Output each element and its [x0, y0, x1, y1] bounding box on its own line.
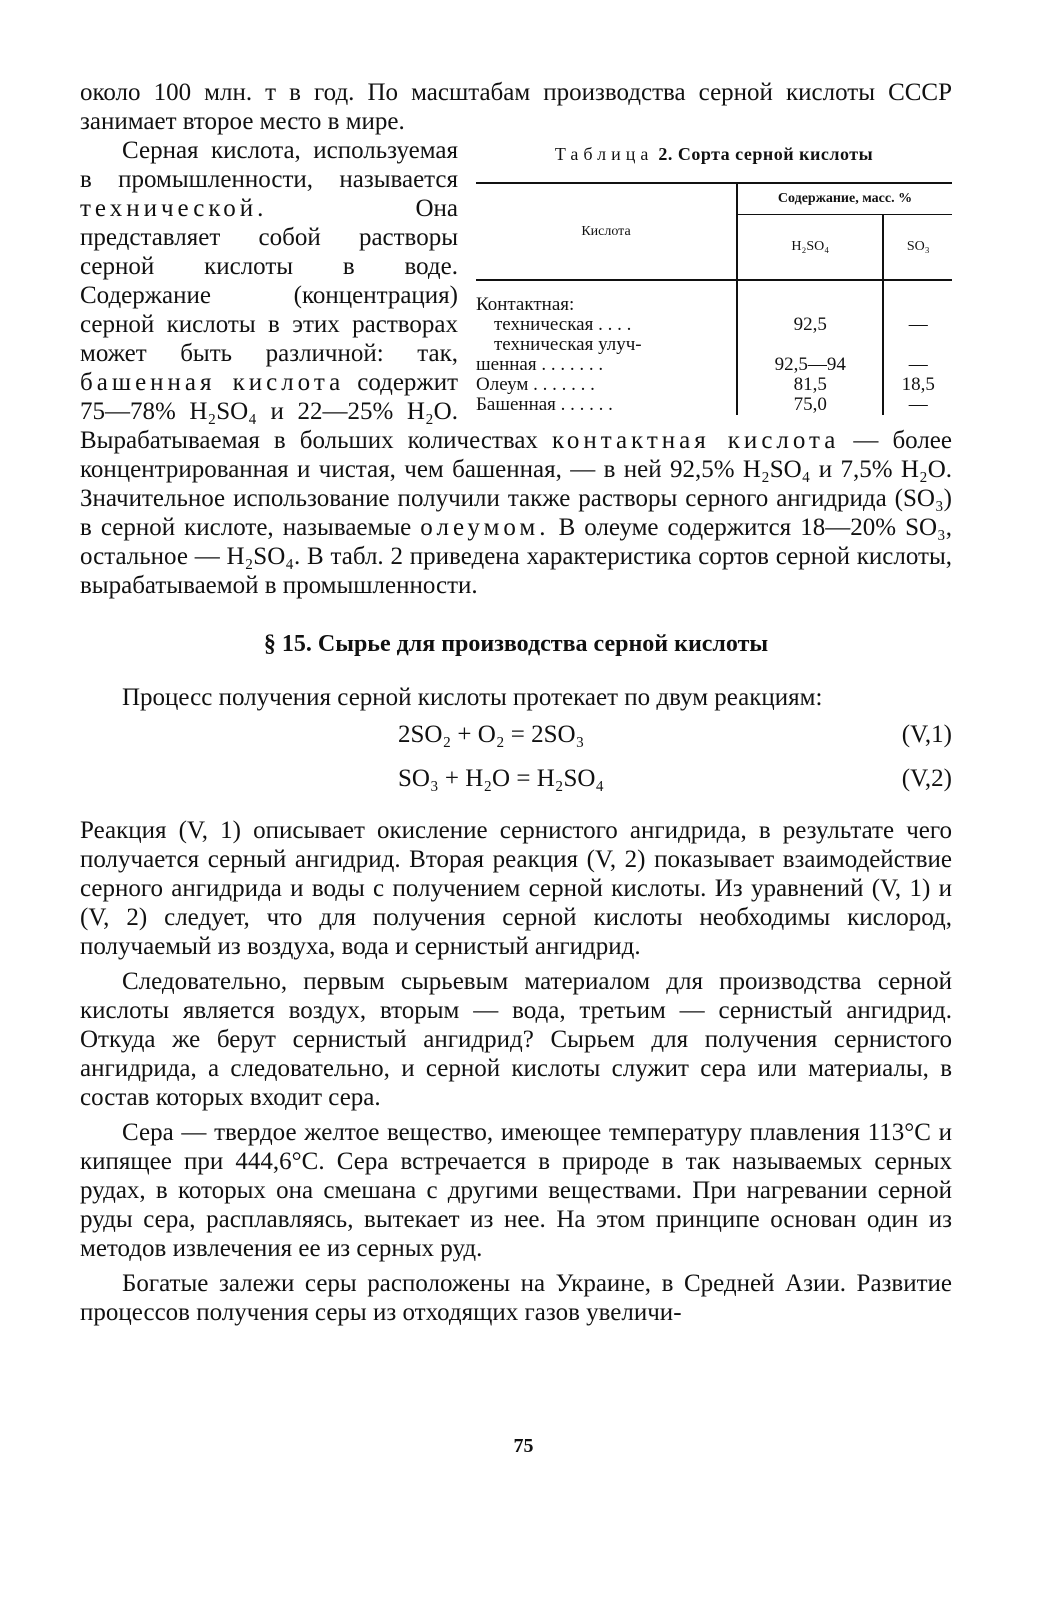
row-name-3: Олеум . . . . . . . [476, 374, 595, 395]
column-h2so4-values [737, 280, 883, 415]
row-name-4: Башенная . . . . . . [476, 394, 613, 415]
equation-2-formula: SO₃ + H₂O = H₂SO₄ [398, 765, 605, 792]
table-caption-label: Таблица [554, 144, 654, 164]
text-run: — более концентрированная и чистая, чем башенная, — в ней 92,5% H₂SO₄ и 7,5% H₂O. Значительное использование получили также растворы серного ангидрида (SO₃) в серной кислоте, называемые [80, 427, 953, 541]
page-body [80, 78, 952, 1327]
equation-2-number: (V,2) [901, 765, 952, 792]
table-caption-text: 2. Сорта серной кислоты [658, 144, 874, 164]
paragraph-raw-materials: Следовательно, первым сырьевым материалом для производства серной кислоты является воздух, вторым — вода, третьим — сернистый ангидрид. Откуда же берут сернистый ангидрид? Сырьем для получения сернистого ангидрида, а следовательно, и серной кислоты служит сера или материалы, в состав которых входит сера. [80, 968, 952, 1111]
paragraph-reaction: Реакция (V, 1) описывает окисление сернистого ангидрида, в результате чего получается серный ангидрид. Вторая реакция (V, 2) показывает взаимодействие серного ангидрида и воды с получением серной кислоты. Из уравнений (V, 1) и (V, 2) следует, что для получения серной кислоты необходимы кислород, получаемый из воздуха, вода и сернистый ангидрид. [80, 817, 952, 960]
term-oleum: олеумом. [420, 514, 550, 541]
equation-1 [80, 712, 952, 756]
term-technical: технической. [80, 195, 268, 222]
text-run: Она представляет собой растворы серной кислоты в воде. Содержание (концентрация) серной кислоты в этих растворах может быть различной: так, [80, 195, 458, 367]
page-number: 75 [513, 1435, 534, 1457]
cell-h2so4-4: 75,0 [793, 394, 827, 415]
table-2 [476, 144, 952, 415]
acid-grades-table [476, 182, 952, 415]
cell-h2so4-2: 92,5—94 [774, 354, 846, 375]
paragraph-intro: около 100 млн. т в год. По масштабам производства серной кислоты СССР занимает второе место в мире. [80, 79, 952, 135]
text-run: Серная кислота, используемая в промышленности, называется [80, 137, 458, 193]
table-caption [476, 144, 952, 164]
paragraph-sulfur: Сера — твердое желтое вещество, имеющее температуру плавления 113°С и кипящее при 444,6°С. Сера встречается в природе в так называемых серных рудах, в которых она смешана с другими веществами. При нагревании серной руды сера, расплавляясь, вытекает из нее. На этом принципе основан один из методов извлечения ее из серных руд. [80, 1119, 952, 1262]
row-name-1: техническая . . . . [494, 314, 632, 335]
equation-1-formula: 2SO₂ + O₂ = 2SO₃ [398, 721, 585, 748]
section-heading: § 15. Сырье для производства серной кислоты [263, 631, 769, 657]
column-so3-values [883, 280, 952, 415]
cell-h2so4-3: 81,5 [793, 374, 827, 395]
column-acid-names [476, 280, 737, 415]
cell-so3-2: — [908, 354, 928, 375]
paragraph-deposits: Богатые залежи серы расположены на Украине, в Средней Азии. Развитие процессов получения серы из отходящих газов увеличи- [80, 1270, 952, 1326]
equation-2 [80, 756, 952, 800]
text-run: В олеуме содержится 18—20% SO₃, остальное — H₂SO₄. В табл. 2 приведена характеристика сортов серной кислоты, вырабатываемой в промышленности. [80, 514, 953, 599]
header-content: Содержание, масс. % [737, 183, 952, 215]
text-with-table [80, 136, 952, 600]
header-h2so4: H₂SO₄ [737, 215, 883, 281]
cell-so3-4: — [908, 394, 928, 415]
header-so3: SO₃ [883, 215, 952, 281]
paragraph-process: Процесс получения серной кислоты протекает по двум реакциям: [122, 684, 823, 711]
header-acid: Кислота [476, 183, 737, 280]
text-run: содержит 75—78% H₂SO₄ и 22—25% H₂O. Вырабатываемая в больших количествах [80, 369, 538, 454]
cell-so3-3: 18,5 [901, 374, 935, 395]
cell-h2so4-1: 92,5 [793, 314, 827, 335]
cell-so3-1: — [908, 314, 928, 335]
row-name-2a: техническая улуч- [494, 334, 642, 355]
equation-1-number: (V,1) [901, 721, 952, 748]
term-tower-acid: башенная кислота [80, 369, 345, 396]
row-name-2b: шенная . . . . . . . [476, 354, 604, 375]
term-contact-acid: контактная кислота [551, 427, 840, 454]
group-label: Контактная: [476, 294, 575, 315]
